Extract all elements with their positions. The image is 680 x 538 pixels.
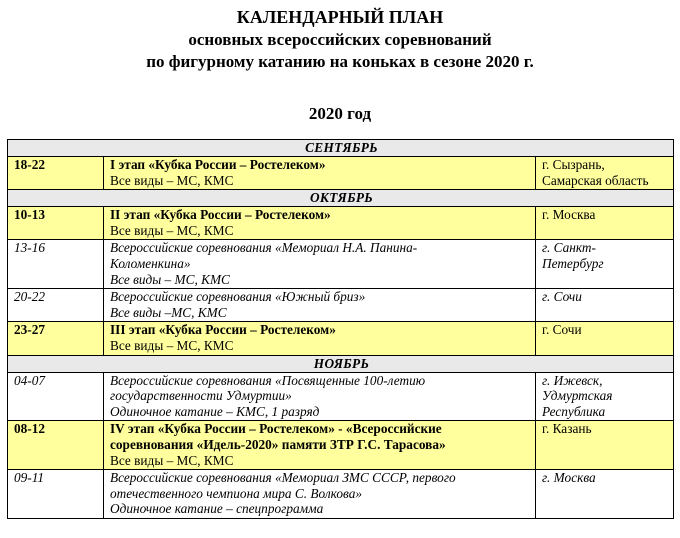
event-location-line: г. Сызрань,	[542, 157, 605, 172]
event-title-cont: соревнования «Идель-2020» памяти ЗТР Г.С. Тарасова»	[110, 436, 446, 452]
month-label: НОЯБРЬ	[8, 355, 674, 372]
event-row	[8, 372, 674, 421]
event-row	[8, 157, 674, 190]
event-location	[536, 240, 674, 289]
event-location-line: Республика	[542, 403, 606, 419]
event-dates: 08-12	[8, 421, 104, 470]
event-description	[104, 372, 536, 421]
event-location	[536, 322, 674, 355]
event-row	[8, 470, 674, 519]
event-dates: 10-13	[8, 207, 104, 240]
event-title: I этап «Кубка России – Ростелеком»	[110, 157, 326, 172]
event-location-line: г. Москва	[542, 207, 596, 223]
event-categories: Все виды – МС, КМС	[110, 172, 234, 188]
event-categories: Все виды – МС, КМС	[110, 271, 230, 287]
event-dates: 18-22	[8, 157, 104, 190]
event-location-line: г. Москва	[542, 470, 596, 486]
event-title-cont: Коломенкина»	[110, 255, 191, 271]
event-title: Всероссийские соревнования «Южный бриз»	[110, 289, 366, 305]
event-dates: 23-27	[8, 322, 104, 355]
month-row-september	[8, 140, 674, 157]
event-categories: Все виды – МС, КМС	[110, 452, 234, 468]
event-categories: Одиночное катание – КМС, 1 разряд	[110, 403, 320, 419]
event-row	[8, 322, 674, 355]
event-location-line: г. Санкт-	[542, 240, 596, 256]
event-title: IV этап «Кубка России – Ростелеком» - «Всероссийские	[110, 421, 442, 437]
event-location	[536, 470, 674, 519]
event-dates: 20-22	[8, 289, 104, 322]
event-description	[104, 421, 536, 470]
event-description	[104, 207, 536, 240]
event-row	[8, 289, 674, 322]
year-heading: 2020 год	[308, 104, 372, 123]
event-description	[104, 322, 536, 355]
event-title: Всероссийские соревнования «Посвященные 100-летию	[110, 372, 426, 388]
event-location-line: Петербург	[542, 255, 604, 271]
event-row	[8, 240, 674, 289]
document-subtitle-season: по фигурному катанию на коньках в сезоне 2020 г.	[146, 52, 534, 71]
event-location-line: Удмуртская	[542, 388, 613, 404]
event-row	[8, 421, 674, 470]
event-location	[536, 207, 674, 240]
month-label: СЕНТЯБРЬ	[8, 140, 674, 157]
event-location-line: Самарская область	[542, 172, 649, 188]
event-title: II этап «Кубка России – Ростелеком»	[110, 207, 331, 223]
event-location-line: г. Казань	[542, 421, 592, 437]
event-title: Всероссийские соревнования «Мемориал Н.А. Панина-	[110, 240, 418, 256]
event-dates: 13-16	[8, 240, 104, 289]
event-description	[104, 240, 536, 289]
event-location-line: г. Сочи	[542, 289, 582, 305]
calendar-table	[7, 139, 674, 519]
event-description	[104, 289, 536, 322]
event-location-line: г. Ижевск,	[542, 372, 603, 388]
event-title-cont: государственности Удмуртии»	[110, 388, 292, 404]
event-description	[104, 157, 536, 190]
event-categories: Все виды –МС, КМС	[110, 304, 227, 320]
event-categories: Одиночное катание – спецпрограмма	[110, 501, 324, 517]
document-title: КАЛЕНДАРНЫЙ ПЛАН	[236, 7, 444, 27]
event-location	[536, 372, 674, 421]
event-dates: 09-11	[8, 470, 104, 519]
event-location-line: г. Сочи	[542, 322, 582, 338]
event-categories: Все виды – МС, КМС	[110, 222, 234, 238]
event-description	[104, 470, 536, 519]
event-title: III этап «Кубка России – Ростелеком»	[110, 322, 336, 338]
month-row-november	[8, 355, 674, 372]
event-title-cont: отечественного чемпиона мира С. Волкова»	[110, 485, 362, 501]
event-location	[536, 157, 674, 190]
event-location	[536, 289, 674, 322]
document-subtitle: основных всероссийских соревнований	[188, 30, 492, 49]
month-label: ОКТЯБРЬ	[8, 190, 674, 207]
event-dates: 04-07	[8, 372, 104, 421]
event-row	[8, 207, 674, 240]
event-title: Всероссийские соревнования «Мемориал ЗМС СССР, первого	[110, 470, 456, 486]
event-location	[536, 421, 674, 470]
event-categories: Все виды – МС, КМС	[110, 337, 234, 353]
month-row-october	[8, 190, 674, 207]
